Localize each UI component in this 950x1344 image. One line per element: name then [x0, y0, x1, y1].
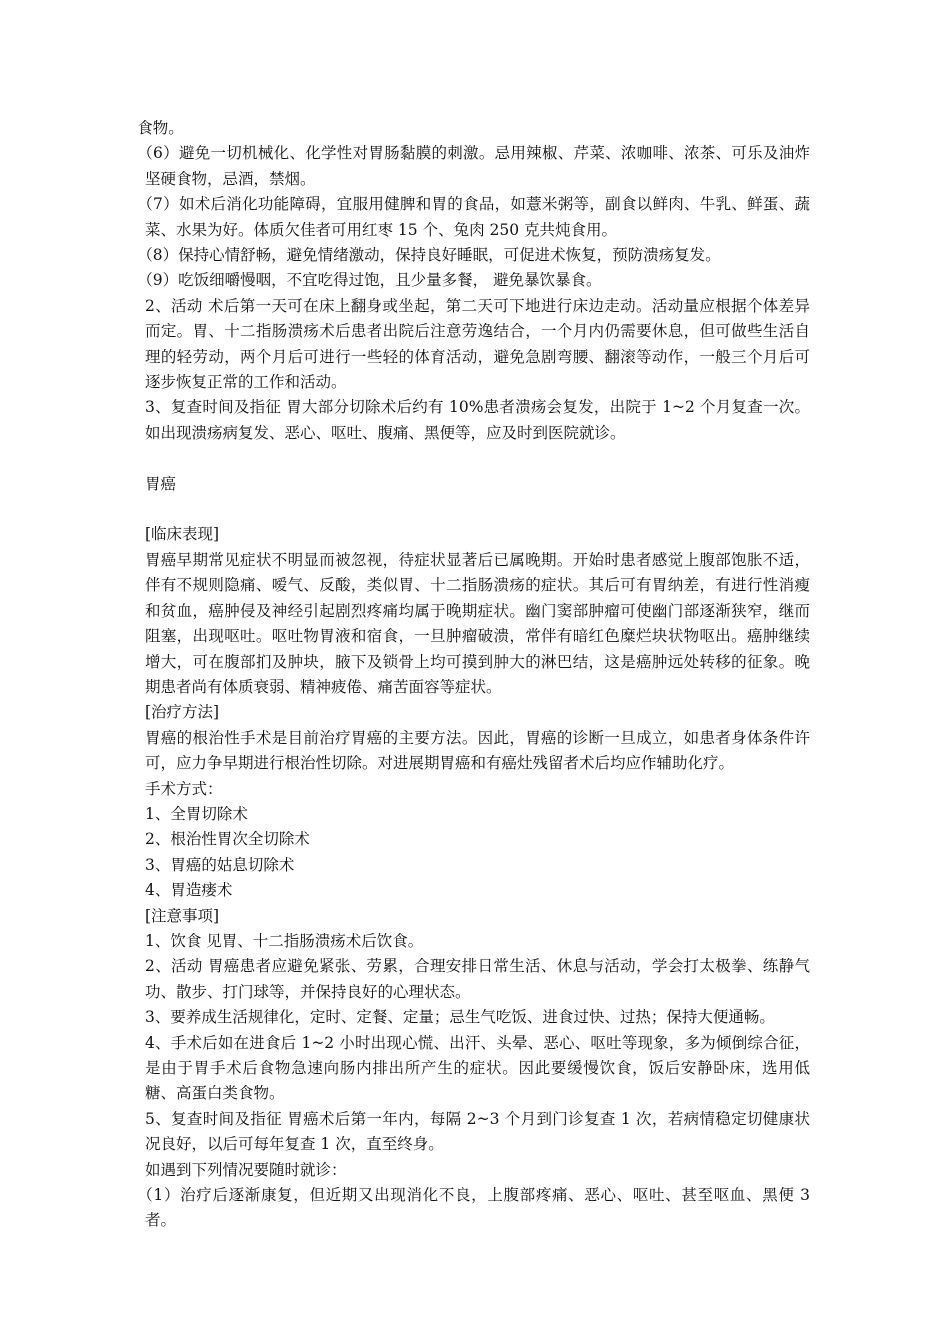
section-title: 胃癌 [145, 474, 177, 493]
paragraph-diet-item-8: （8）保持心情舒畅，避免情绪激动，保持良好睡眠，可促进术恢复，预防溃疡复发。 [137, 246, 721, 265]
followup-item: （1）治疗后逐渐康复，但近期又出现消化不良，上腹部疼痛、恶心、呕吐、甚至呕血、黑便 3 者。 [137, 1186, 810, 1230]
surgery-method-item: 4、胃造瘘术 [145, 881, 233, 900]
clinical-heading: [临床表现] [145, 525, 220, 544]
paragraph-activity: 2、活动 术后第一天可在床上翻身或坐起，第二天可下地进行床边走动。活动量应根据个体差异而定。胃、十二指肠溃疡术后患者出院后注意劳逸结合，一个月内仍需要休息，但可做些生活自理的轻劳动，两个月后可进行一些轻的体育活动，避免急剧弯腰、翻滚等动作，一般三个月后可逐步恢复正常的工作和活动。 [145, 296, 810, 392]
followup-label: 如遇到下列情况要随时就诊： [145, 1160, 347, 1179]
paragraph-diet-item-6: （6）避免一切机械化、化学性对胃肠黏膜的刺激。忌用辣椒、芹菜、浓咖啡、浓茶、可乐及油炸坚硬食物，忌酒，禁烟。 [137, 144, 810, 188]
notes-item: 2、活动 胃癌患者应避免紧张、劳累，合理安排日常生活、休息与活动，学会打太极拳、练静气功、散步、打门球等，并保持良好的心理状态。 [145, 957, 810, 1001]
paragraph-followup-check: 3、复查时间及指征 胃大部分切除术后约有 10%患者溃疡会复发，出院于 1~2 个月复查一次。如出现溃疡病复发、恶心、呕吐、腹痛、黑便等，应及时到医院就诊。 [145, 398, 810, 442]
spacer [145, 497, 810, 522]
treatment-heading: [治疗方法] [145, 703, 220, 722]
treatment-text: 胃癌的根治性手术是目前治疗胃癌的主要方法。因此，胃癌的诊断一旦成立，如患者身体条件许可，应力争早期进行根治性切除。对进展期胃癌和有癌灶残留者术后均应作辅助化疗。 [145, 728, 810, 773]
surgery-method-item: 3、胃癌的姑息切除术 [145, 855, 295, 874]
notes-item: 1、饮食 见胃、十二指肠溃疡术后饮食。 [145, 931, 424, 950]
spacer [145, 446, 810, 471]
clinical-text: 胃癌早期常见症状不明显而被忽视，待症状显著后已属晚期。开始时患者感觉上腹部饱胀不适，伴有不规则隐痛、嗳气、反酸，类似胃、十二指肠溃疡的症状。其后可有胃纳差，有进行性消瘦和贫血，癌肿侵及神经引起剧烈疼痛均属于晚期症状。幽门窦部肿瘤可使幽门部逐渐狭窄，继而阻塞，出现呕吐。呕吐物胃液和宿食，一旦肿瘤破溃，常伴有暗红色糜烂块状物呕出。癌肿继续增大，可在腹部扪及肿块，腋下及锁骨上均可摸到肿大的淋巴结，这是癌肿远处转移的征象。晚期患者尚有体质衰弱、精神疲倦、痛苦面容等症状。 [145, 550, 810, 696]
document-page [137, 116, 810, 1234]
notes-heading: [注意事项] [145, 906, 220, 925]
surgery-method-item: 1、全胃切除术 [145, 804, 248, 823]
surgery-methods-label: 手术方式： [145, 779, 223, 798]
notes-item: 4、手术后如在进食后 1~2 小时出现心慌、出汗、头晕、恶心、呕吐等现象，多为倾倒综合征，是由于胃手术后食物急速向肠内排出所产生的症状。因此要缓慢饮食，饭后安静卧床，选用低糖、高蛋白类食物。 [145, 1033, 810, 1103]
paragraph-food-end: 食物。 [137, 119, 184, 137]
notes-item: 3、要养成生活规律化，定时、定餐、定量；忌生气吃饭、进食过快、过热；保持大便通畅。 [145, 1008, 775, 1027]
notes-item: 5、复查时间及指征 胃癌术后第一年内，每隔 2~3 个月到门诊复查 1 次，若病情稳定切健康状况良好，以后可每年复查 1 次，直至终身。 [145, 1109, 810, 1154]
surgery-method-item: 2、根治性胃次全切除术 [145, 830, 310, 849]
paragraph-diet-item-7: （7）如术后消化功能障碍，宜服用健脾和胃的食品，如薏米粥等，副食以鲜肉、牛乳、鲜蛋、蔬菜、水果为好。体质欠佳者可用红枣 15 个、兔肉 250 克共炖食用。 [137, 195, 810, 239]
paragraph-diet-item-9: （9）吃饭细嚼慢咽，不宜吃得过饱，且少量多餐， 避免暴饮暴食。 [137, 271, 602, 290]
